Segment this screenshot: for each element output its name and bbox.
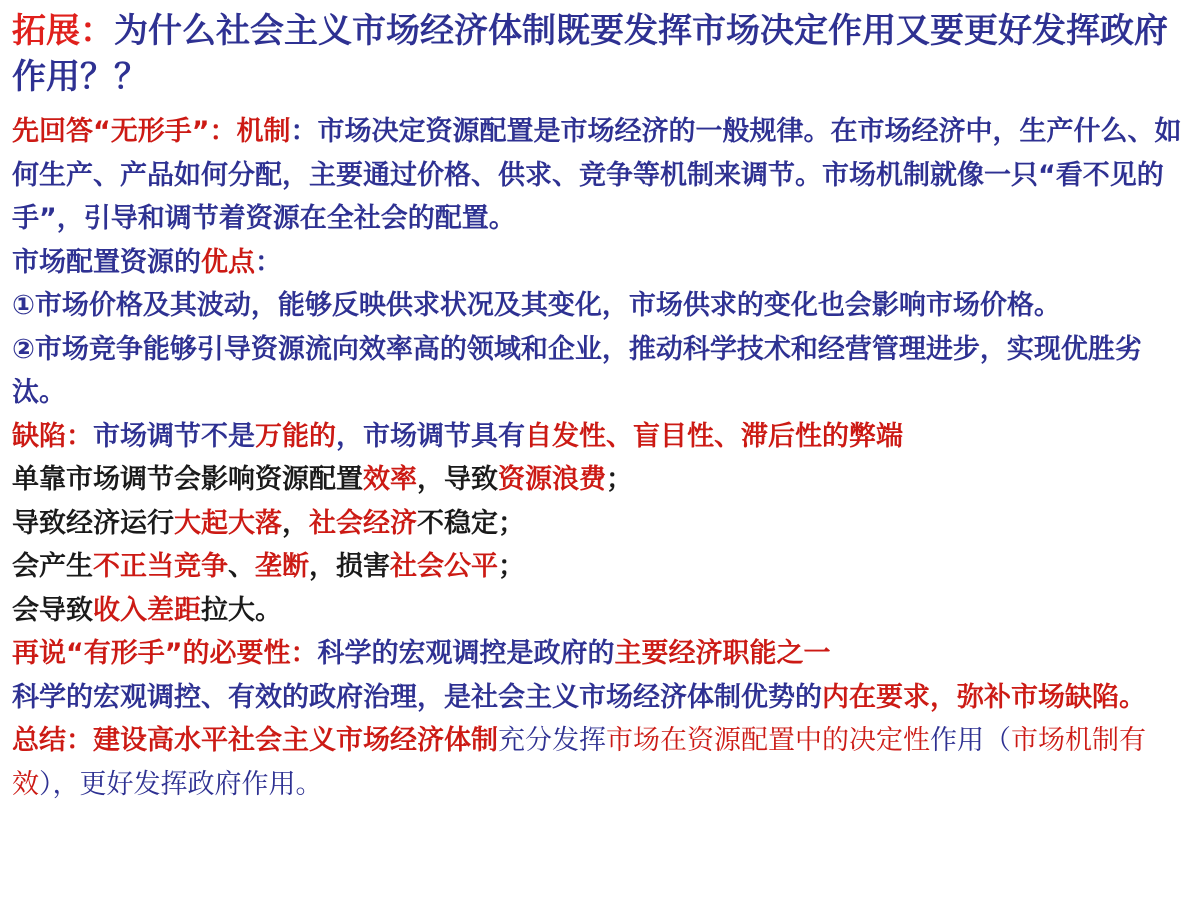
invisible-hand-text: 市场决定资源配置是市场经济的一般规律。在市场经济中，生产什么、如何生产、产品如何分配，主要通过价格、供求、竞争等机制来调节。市场机制就像一只“看不见的手”，引导和调节着资源在全社会的配置。 xyxy=(12,116,1182,234)
summary-highlight-1: 市场在资源配置中的决定性 xyxy=(606,725,930,756)
invisible-hand-paragraph xyxy=(12,110,1192,241)
advantages-heading xyxy=(12,241,1192,285)
defects-highlight-2: 自发性、盲目性、滞后性的弊端 xyxy=(525,420,903,452)
defect-effect-2-highlight-1: 大起大落 xyxy=(174,507,282,539)
defect-effect-3-text-d: ； xyxy=(498,551,525,582)
advantages-heading-prefix: 市场配置资源的 xyxy=(12,246,201,278)
defect-effect-1-highlight-2: 资源浪费 xyxy=(498,464,606,495)
title-prefix: 拓展： xyxy=(12,11,114,51)
defect-effect-3 xyxy=(12,545,1192,589)
summary-highlight-2: 市场机制有效 xyxy=(12,725,1146,800)
defect-effect-3-highlight-1: 不正当竞争 xyxy=(93,551,228,582)
defects-line xyxy=(12,415,1192,459)
slide-title xyxy=(12,8,1192,100)
defect-effect-2-text-c: 不稳定； xyxy=(417,507,525,539)
defect-effect-3-text-c: ，损害 xyxy=(309,551,390,582)
summary-text-c: ），更好发挥政府作用。 xyxy=(39,768,323,800)
summary-text-b: 作用（ xyxy=(930,725,1011,756)
visible-hand-para-highlight: 内在要求 xyxy=(822,681,930,713)
visible-hand-label: 再说“有形手”的必要性： xyxy=(12,638,318,669)
summary-paragraph xyxy=(12,719,1192,806)
mechanism-colon: ： xyxy=(290,116,318,147)
advantages-heading-highlight: 优点 xyxy=(201,246,255,278)
defect-effect-3-highlight-2: 垄断 xyxy=(255,551,309,582)
defects-part2: ，市场调节具有 xyxy=(336,420,525,452)
defect-effect-2 xyxy=(12,502,1192,546)
title-text: 为什么社会主义市场经济体制既要发挥市场决定作用又要更好发挥政府作用？？ xyxy=(12,11,1168,97)
defects-highlight-1: 万能的 xyxy=(255,420,336,452)
defect-effect-4-highlight-1: 收入差距 xyxy=(93,594,201,626)
advantage-item-1: ①市场价格及其波动，能够反映供求状况及其变化，市场供求的变化也会影响市场价格。 xyxy=(12,290,1061,321)
summary-bold-text: 建设高水平社会主义市场经济体制 xyxy=(93,725,498,756)
visible-hand-para-a: 科学的宏观调控、有效的政府治理，是社会主义市场经济体制优势的 xyxy=(12,681,822,713)
defect-effect-3-highlight-3: 社会公平 xyxy=(390,551,498,582)
visible-hand-highlight: 主要经济职能之一 xyxy=(614,638,831,669)
visible-hand-text: 科学的宏观调控是政府的 xyxy=(317,638,615,669)
visible-hand-paragraph xyxy=(12,676,1192,720)
defect-effect-4-text-b: 拉大。 xyxy=(201,594,282,626)
defect-effect-1-text-a: 单靠市场调节会影响资源配置 xyxy=(12,464,363,495)
advantage-item-2: ②市场竞争能够引导资源流向效率高的领域和企业，推动科学技术和经营管理进步，实现优胜劣汰。 xyxy=(12,333,1142,408)
defect-effect-1-text-b: ，导致 xyxy=(417,464,498,495)
defect-effect-4-text-a: 会导致 xyxy=(12,594,93,626)
defect-effect-4 xyxy=(12,589,1192,633)
defect-effect-3-text-b: 、 xyxy=(228,551,255,582)
defect-effect-2-text-a: 导致经济运行 xyxy=(12,507,174,539)
invisible-hand-label: 先回答“无形手”： xyxy=(12,116,237,147)
defect-effect-3-text-a: 会产生 xyxy=(12,551,93,582)
summary-label: 总结： xyxy=(12,725,93,756)
visible-hand-line xyxy=(12,632,1192,676)
advantages-heading-suffix: ： xyxy=(255,246,282,278)
defects-label: 缺陷： xyxy=(12,420,93,452)
mechanism-label: 机制 xyxy=(236,116,291,147)
defect-effect-1-highlight-1: 效率 xyxy=(363,464,417,495)
defect-effect-1-text-c: ； xyxy=(606,464,633,495)
defects-part1: 市场调节不是 xyxy=(93,420,255,452)
defect-effect-2-text-b: ， xyxy=(282,507,309,539)
defect-effect-2-highlight-2: 社会经济 xyxy=(309,507,417,539)
visible-hand-para-b: ，弥补市场缺陷。 xyxy=(930,681,1146,713)
summary-text-a: 充分发挥 xyxy=(498,725,606,756)
defect-effect-1 xyxy=(12,458,1192,502)
